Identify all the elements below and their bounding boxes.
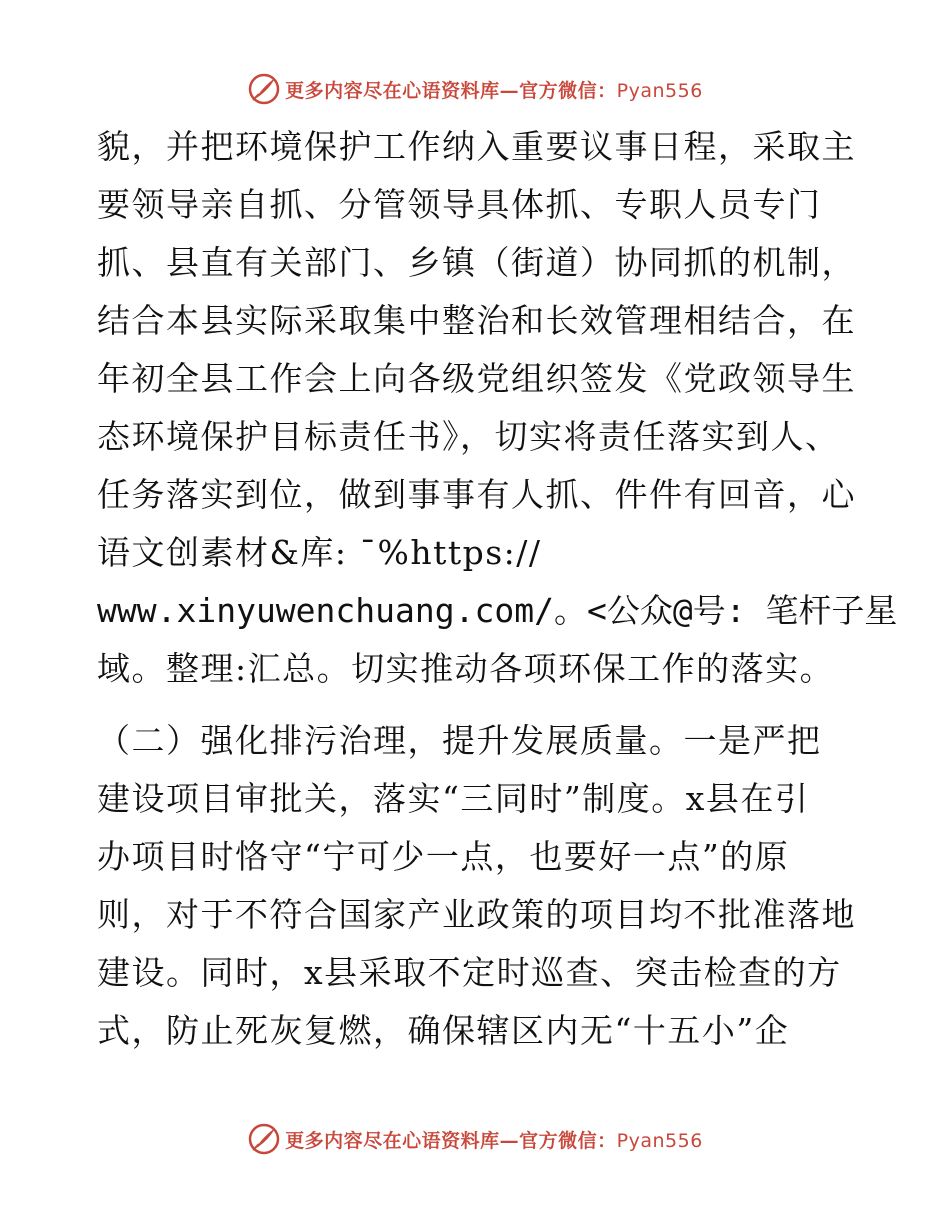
text-line: 则，对于不符合国家产业政策的项目均不批准落地 (97, 895, 856, 934)
text-line: 建设。同时，x县采取不定时巡查、突击检查的方 (97, 953, 842, 992)
text-line: 任务落实到位，做到事事有人抓、件件有回音，心 (97, 475, 856, 514)
footer-banner (0, 1122, 950, 1156)
document-body (97, 118, 898, 1060)
text-line: 年初全县工作会上向各级党组织签发《党政领导生 (97, 359, 856, 398)
header-wechat-handle: Pyan556 (616, 79, 703, 102)
text-line: 结合本县实际采取集中整治和长效管理相结合，在 (97, 301, 856, 340)
text-line: 语文创素材&库: ¯%https:// (97, 533, 542, 572)
header-banner (0, 72, 950, 106)
quill-logo-icon (247, 72, 281, 106)
text-line: 要领导亲自抓、分管领导具体抓、专职人员专门 (97, 185, 822, 224)
text-line: 建设项目审批关，落实“三同时”制度。x县在引 (97, 779, 810, 818)
text-line: 式，防止死灰复燃，确保辖区内无“十五小”企 (97, 1011, 790, 1050)
footer-banner-text: 更多内容尽在心语资料库—官方微信：Pyan556 (285, 1129, 703, 1152)
text-line: 态环境保护目标责任书》，切实将责任落实到人、 (97, 417, 840, 456)
header-banner-text: 更多内容尽在心语资料库—官方微信：Pyan556 (285, 79, 703, 102)
text-line: 貌，并把环境保护工作纳入重要议事日程，采取主 (97, 127, 856, 166)
quill-logo-icon (247, 1122, 281, 1156)
footer-wechat-handle: Pyan556 (616, 1129, 703, 1152)
paragraph-gap (97, 698, 857, 712)
text-line: 域。整理:汇总。切实推动各项环保工作的落实。 (97, 649, 835, 688)
text-line: www.xinyuwenchuang.com/。<公众@号: 笔杆子星 (97, 591, 898, 630)
text-line: （二）强化排污治理，提升发展质量。一是严把 (97, 721, 822, 760)
text-line: 办项目时恪守“宁可少一点，也要好一点”的原 (97, 837, 790, 876)
text-line: 抓、县直有关部门、乡镇（街道）协同抓的机制， (97, 243, 856, 282)
